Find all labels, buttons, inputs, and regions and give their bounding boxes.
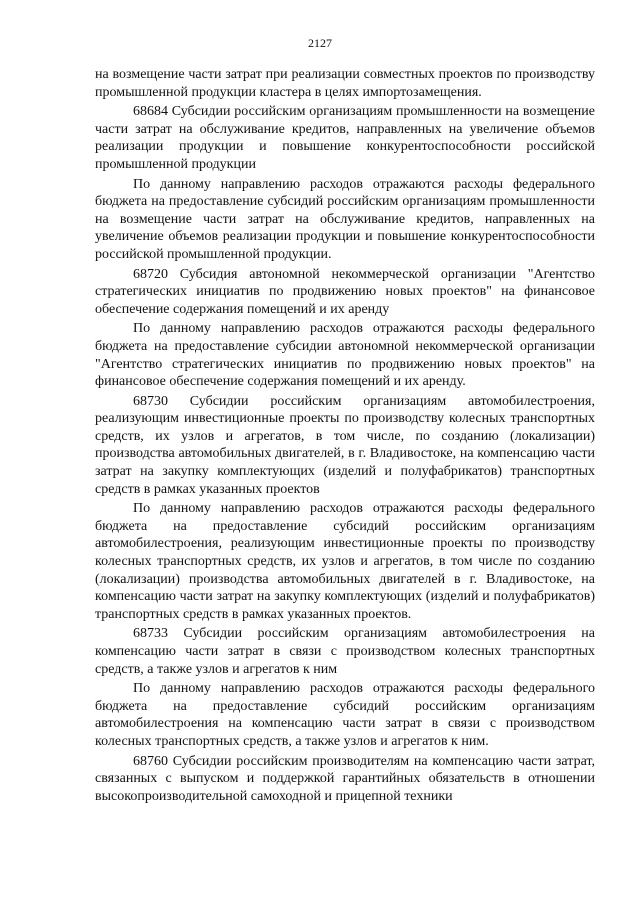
document-body	[95, 66, 595, 805]
description-68730: По данному направлению расходов отражаются расходы федерального бюджета на предоставление субсидий российским организациям автомобилестроения, реализующим инвестиционные проекты по производству колесных транспортных средств, их узлов и агрегатов, в том числе по созданию (локализации) производства автомобильных двигателей в г. Владивостоке, на компенсацию части затрат на закупку комплектующих (изделий и полуфабрикатов) транспортных средств в рамках указанных проектов.	[95, 501, 595, 622]
heading-68760: 68760 Субсидии российским производителям на компенсацию части затрат, связанных с выпуском и поддержкой гарантийных обязательств в отношении высокопроизводительной самоходной и прицепной техники	[95, 753, 595, 804]
heading-68733: 68733 Субсидии российским организациям автомобилестроения на компенсацию части затрат в связи с производством колесных транспортных средств, а также узлов и агрегатов к ним	[95, 626, 595, 677]
heading-68720: 68720 Субсидия автономной некоммерческой организации "Агентство стратегических инициатив по продвижению новых проектов" на финансовое обеспечение содержания помещений и их аренду	[95, 266, 595, 317]
description-68733: По данному направлению расходов отражаются расходы федерального бюджета на предоставление субсидий российским организациям автомобилестроения на компенсацию части затрат в связи с производством колесных транспортных средств, а также узлов и агрегатов к ним.	[95, 681, 595, 749]
description-68720: По данному направлению расходов отражаются расходы федерального бюджета на предоставление субсидии автономной некоммерческой организации "Агентство стратегических инициатив по продвижению новых проектов" на финансовое обеспечение содержания помещений и их аренду.	[95, 321, 595, 390]
page-number: 2127	[308, 36, 332, 50]
paragraph-continuation: на возмещение части затрат при реализации совместных проектов по производству промышленной продукции кластера в целях импортозамещения.	[95, 67, 595, 100]
heading-68684: 68684 Субсидии российским организациям промышленности на возмещение части затрат на обслуживание кредитов, направленных на увеличение объемов реализации продукции и повышение конкурентоспособности российской промышленной продукции	[95, 104, 595, 172]
heading-68730: 68730 Субсидии российским организациям автомобилестроения, реализующим инвестиционные проекты по производству колесных транспортных средств, их узлов и агрегатов, в том числе, по созданию (локализации) производства автомобильных двигателей, в г. Владивостоке, на компенсацию части затрат на закупку комплектующих (изделий и полуфабрикатов) транспортных средств в рамках указанных проектов	[95, 393, 595, 497]
description-68684: По данному направлению расходов отражаются расходы федерального бюджета на предоставление субсидий российским организациям промышленности на возмещение части затрат на обслуживание кредитов, направленных на увеличение объемов реализации продукции и повышение конкурентоспособности российской промышленной продукции.	[95, 176, 595, 262]
